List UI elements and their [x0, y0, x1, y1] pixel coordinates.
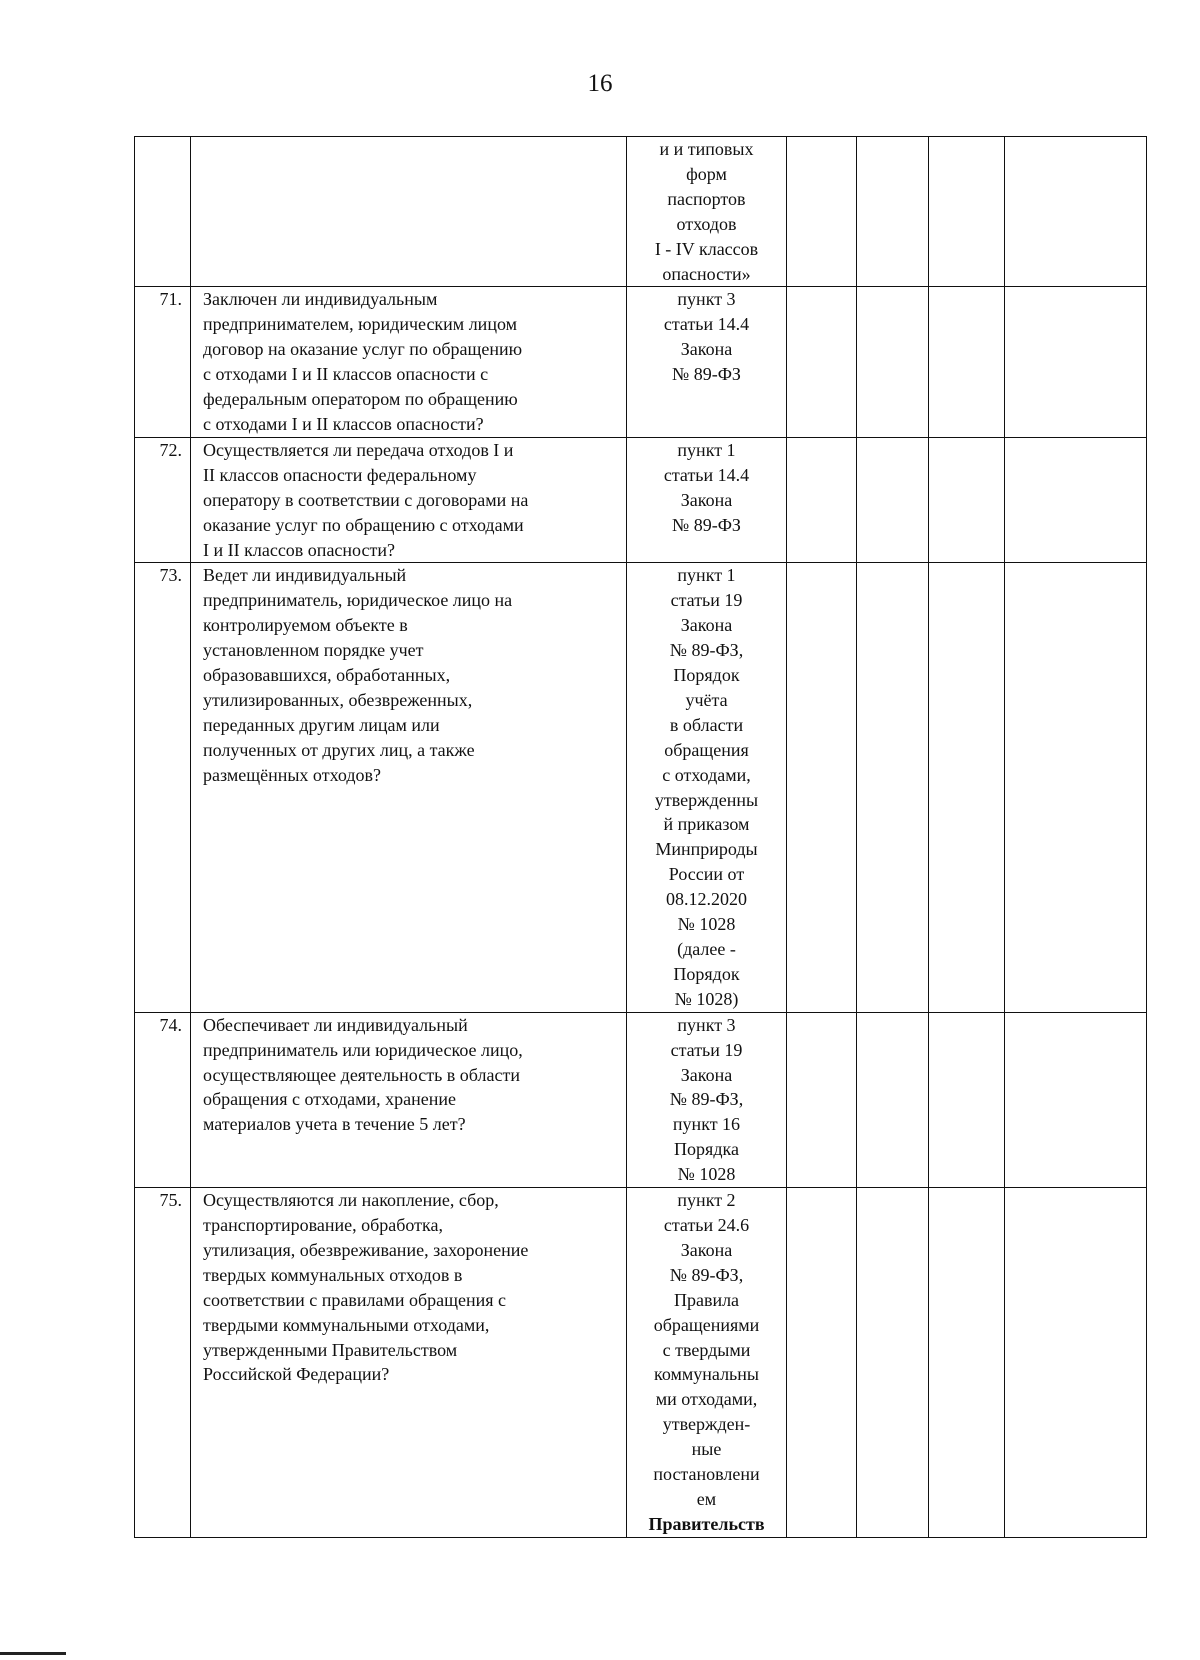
reference-line: статьи 14.4 [663, 314, 750, 335]
question-line: Ведет ли индивидуальный [203, 565, 407, 586]
question-line: с отходами I и II классов опасности с [203, 364, 489, 385]
answer-cell [857, 137, 929, 287]
reference-line: ми отходами, [655, 1389, 758, 1410]
question-line: I и II классов опасности? [203, 539, 395, 560]
question-line: Обеспечивает ли индивидуальный [203, 1014, 468, 1035]
question-cell [191, 437, 627, 563]
legal-reference-cell [627, 1012, 787, 1187]
legal-reference-cell [627, 1188, 787, 1538]
answer-cell [929, 563, 1005, 1012]
row-number: 74. [135, 1012, 191, 1187]
reference-line: Минприроды [655, 839, 758, 860]
question-cell [191, 1012, 627, 1187]
question-line: Осуществляется ли передача отходов I и [203, 439, 514, 460]
reference-line: (далее - [677, 939, 736, 959]
reference-line: России от [668, 864, 745, 885]
question-line: Заключен ли индивидуальным [203, 289, 438, 310]
reference-line: Правительств [648, 1513, 765, 1534]
answer-cell [787, 563, 857, 1012]
question-cell [191, 1188, 627, 1538]
answer-cell [857, 437, 929, 563]
reference-line: пункт 1 [677, 565, 736, 586]
answer-cell [857, 1012, 929, 1187]
legal-reference-cell [627, 137, 787, 287]
reference-line: пункт 3 [677, 289, 736, 310]
reference-line: отходов [676, 213, 737, 234]
question-line: с отходами I и II классов опасности? [203, 413, 484, 434]
question-line: предпринимателем, юридическим лицом [203, 314, 517, 335]
row-number: 72. [135, 437, 191, 563]
answer-cell [787, 137, 857, 287]
reference-line: Порядка [674, 1139, 739, 1160]
reference-line: статьи 24.6 [663, 1214, 750, 1235]
question-line: федеральным оператором по обращению [203, 389, 518, 410]
question-cell [191, 563, 627, 1012]
answer-cell [857, 1188, 929, 1538]
reference-line: № 1028 [677, 914, 736, 935]
reference-line: ем [696, 1488, 717, 1509]
table-row [135, 563, 1147, 1012]
reference-line: в области [669, 714, 744, 735]
page-number: 16 [587, 70, 613, 97]
question-line: твердых коммунальных отходов в [203, 1264, 463, 1285]
reference-line: й приказом [663, 814, 750, 835]
reference-line: с твердыми [662, 1339, 751, 1360]
reference-line: № 89-ФЗ [672, 364, 741, 385]
question-line: предприниматель, юридическое лицо на [203, 590, 513, 611]
reference-line: Закона [680, 339, 733, 360]
reference-line: Закона [680, 615, 733, 636]
question-line: переданных другим лицам или [203, 714, 440, 735]
question-cell [191, 287, 627, 437]
reference-line: учёта [685, 689, 728, 710]
reference-line: Закона [680, 1239, 733, 1260]
question-line: оказание услуг по обращению с отходами [203, 514, 524, 535]
reference-line: пункт 1 [677, 439, 736, 460]
answer-cell [787, 1188, 857, 1538]
legal-reference-cell [627, 437, 787, 563]
answer-cell [929, 137, 1005, 287]
question-line: образовавшихся, обработанных, [203, 665, 451, 686]
reference-line: с отходами, [662, 764, 751, 785]
answer-cell [1005, 137, 1147, 287]
reference-line: утвержденны [654, 789, 759, 810]
question-line: твердыми коммунальными отходами, [203, 1314, 490, 1335]
row-number [135, 137, 191, 287]
question-cell [191, 137, 627, 287]
answer-cell [929, 287, 1005, 437]
reference-line: обращения [664, 739, 749, 760]
reference-line: статьи 14.4 [663, 464, 750, 485]
reference-line: и и типовых [659, 139, 754, 159]
question-line: обращения с отходами, хранение [203, 1089, 456, 1110]
reference-line: Порядок [673, 963, 740, 984]
reference-line: статьи 19 [670, 1039, 743, 1060]
reference-line: коммунальны [654, 1364, 759, 1385]
question-line: оператору в соответствии с договорами на [203, 489, 529, 510]
question-line: утилизированных, обезвреженных, [203, 689, 473, 710]
answer-cell [1005, 437, 1147, 563]
answer-cell [1005, 1188, 1147, 1538]
legal-reference-cell [627, 287, 787, 437]
question-line: контролируемом объекте в [203, 615, 408, 636]
reference-line: Правила [673, 1289, 740, 1310]
checklist-table [134, 136, 1147, 1538]
row-number: 71. [135, 287, 191, 437]
question-line: полученных от других лиц, а также [203, 739, 475, 760]
answer-cell [857, 563, 929, 1012]
answer-cell [929, 1012, 1005, 1187]
reference-line: пункт 16 [672, 1114, 741, 1135]
answer-cell [787, 287, 857, 437]
reference-line: пункт 2 [677, 1190, 736, 1211]
reference-line: Закона [680, 1064, 733, 1085]
question-line: Российской Федерации? [203, 1364, 390, 1385]
table-row [135, 287, 1147, 437]
question-line: предприниматель или юридическое лицо, [203, 1039, 523, 1060]
reference-line: Порядок [673, 665, 740, 686]
scan-edge-mark [0, 1652, 66, 1655]
question-line: утвержденными Правительством [203, 1339, 458, 1360]
reference-line: № 89-ФЗ [672, 514, 741, 535]
question-line: договор на оказание услуг по обращению [203, 339, 523, 360]
reference-line: № 89-ФЗ, [669, 1089, 744, 1110]
answer-cell [929, 437, 1005, 563]
table-row [135, 1012, 1147, 1187]
reference-line: форм [686, 163, 727, 184]
reference-line: опасности» [662, 263, 751, 284]
answer-cell [787, 1012, 857, 1187]
question-line: материалов учета в течение 5 лет? [203, 1114, 466, 1135]
answer-cell [1005, 287, 1147, 437]
question-line: транспортирование, обработка, [203, 1214, 443, 1235]
reference-line: ные [691, 1439, 722, 1460]
reference-line: постановлени [653, 1464, 760, 1485]
reference-line: I - IV классов [654, 238, 759, 259]
answer-cell [1005, 563, 1147, 1012]
reference-line: № 1028 [677, 1164, 736, 1185]
legal-reference-cell [627, 563, 787, 1012]
reference-line: статьи 19 [670, 590, 743, 611]
reference-line: утвержден- [662, 1414, 751, 1435]
table-row [135, 1188, 1147, 1538]
answer-cell [787, 437, 857, 563]
question-line: Осуществляются ли накопление, сбор, [203, 1190, 499, 1211]
row-number: 73. [135, 563, 191, 1012]
answer-cell [857, 287, 929, 437]
question-line: установленном порядке учет [203, 640, 424, 661]
table-row [135, 437, 1147, 563]
question-line: осуществляющее деятельность в области [203, 1064, 520, 1085]
reference-line: 08.12.2020 [666, 889, 747, 910]
reference-line: паспортов [667, 188, 746, 209]
reference-line: обращениями [653, 1314, 760, 1335]
question-line: утилизация, обезвреживание, захоронение [203, 1239, 529, 1260]
row-number: 75. [135, 1188, 191, 1538]
question-line: II классов опасности федеральному [203, 464, 477, 485]
answer-cell [1005, 1012, 1147, 1187]
reference-line: пункт 3 [677, 1014, 736, 1035]
reference-line: № 89-ФЗ, [669, 640, 744, 661]
reference-line: Закона [680, 489, 733, 510]
reference-line: № 89-ФЗ, [669, 1264, 744, 1285]
question-line: размещённых отходов? [203, 764, 382, 785]
table-row [135, 137, 1147, 287]
reference-line: № 1028) [674, 988, 739, 1009]
answer-cell [929, 1188, 1005, 1538]
question-line: соответствии с правилами обращения с [203, 1289, 506, 1310]
